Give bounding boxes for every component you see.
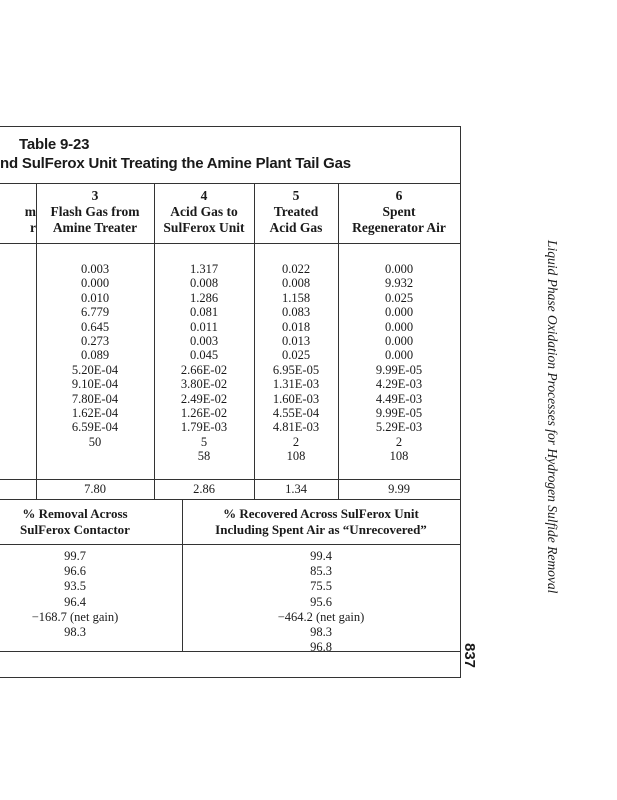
recovered-header: % Recovered Across SulFerox Unit Including Spent Air as “Unrecovered” (215, 506, 427, 537)
header-rule (0, 243, 461, 244)
column-header-6: 6 Spent Regenerator Air (352, 188, 446, 235)
values-col-3: 0.003 0.000 0.010 6.779 0.645 0.273 0.089 5.20E-04 9.10E-04 7.80E-04 1.62E-04 6.59E-04 50 (71, 262, 119, 449)
table-title: nd SulFerox Unit Treating the Amine Plant Tail Gas (0, 155, 351, 172)
values-col-6: 0.000 9.932 0.025 0.000 0.000 0.000 0.000 9.99E-05 4.29E-03 4.49E-03 9.99E-05 5.29E-03 2 108 (375, 262, 423, 464)
column-header-2: m r (24, 204, 36, 235)
total-col-6: 9.99 (388, 482, 410, 496)
running-title: Liquid Phase Oxidation Processes for Hydrogen Sulfide Removal (545, 240, 560, 594)
removal-header-rule (0, 544, 461, 545)
total-col-5: 1.34 (285, 482, 307, 496)
page-number: 837 (461, 643, 478, 669)
recovered-values: 99.4 85.3 75.5 95.6 −464.2 (net gain) 98.3 96.8 (277, 549, 365, 655)
totals-bottom-rule (0, 499, 461, 500)
table-number: Table 9-23 (19, 136, 90, 153)
totals-rule (0, 479, 461, 480)
lower-sep (182, 499, 183, 651)
total-col-4: 2.86 (193, 482, 215, 496)
table-right-border (460, 126, 461, 678)
column-header-3: 3 Flash Gas from Amine Treater (50, 188, 140, 235)
removal-header: % Removal Across SulFerox Contactor (20, 506, 130, 537)
column-header-4: 4 Acid Gas to SulFerox Unit (163, 188, 245, 235)
removal-values: 99.7 96.6 93.5 96.4 −168.7 (net gain) 98.3 (31, 549, 119, 639)
title-rule (0, 183, 461, 184)
column-header-5: 5 Treated Acid Gas (269, 188, 323, 235)
values-col-4: 1.317 0.008 1.286 0.081 0.011 0.003 0.045 2.66E-02 3.80E-02 2.49E-02 1.26E-02 1.79E-03 5 58 (180, 262, 228, 464)
total-col-3: 7.80 (84, 482, 106, 496)
values-col-5: 0.022 0.008 1.158 0.083 0.018 0.013 0.025 6.95E-05 1.31E-03 1.60E-03 4.55E-04 4.81E-03 2 108 (272, 262, 320, 464)
table-bottom-rule (0, 677, 461, 678)
table-top-rule (0, 126, 461, 127)
